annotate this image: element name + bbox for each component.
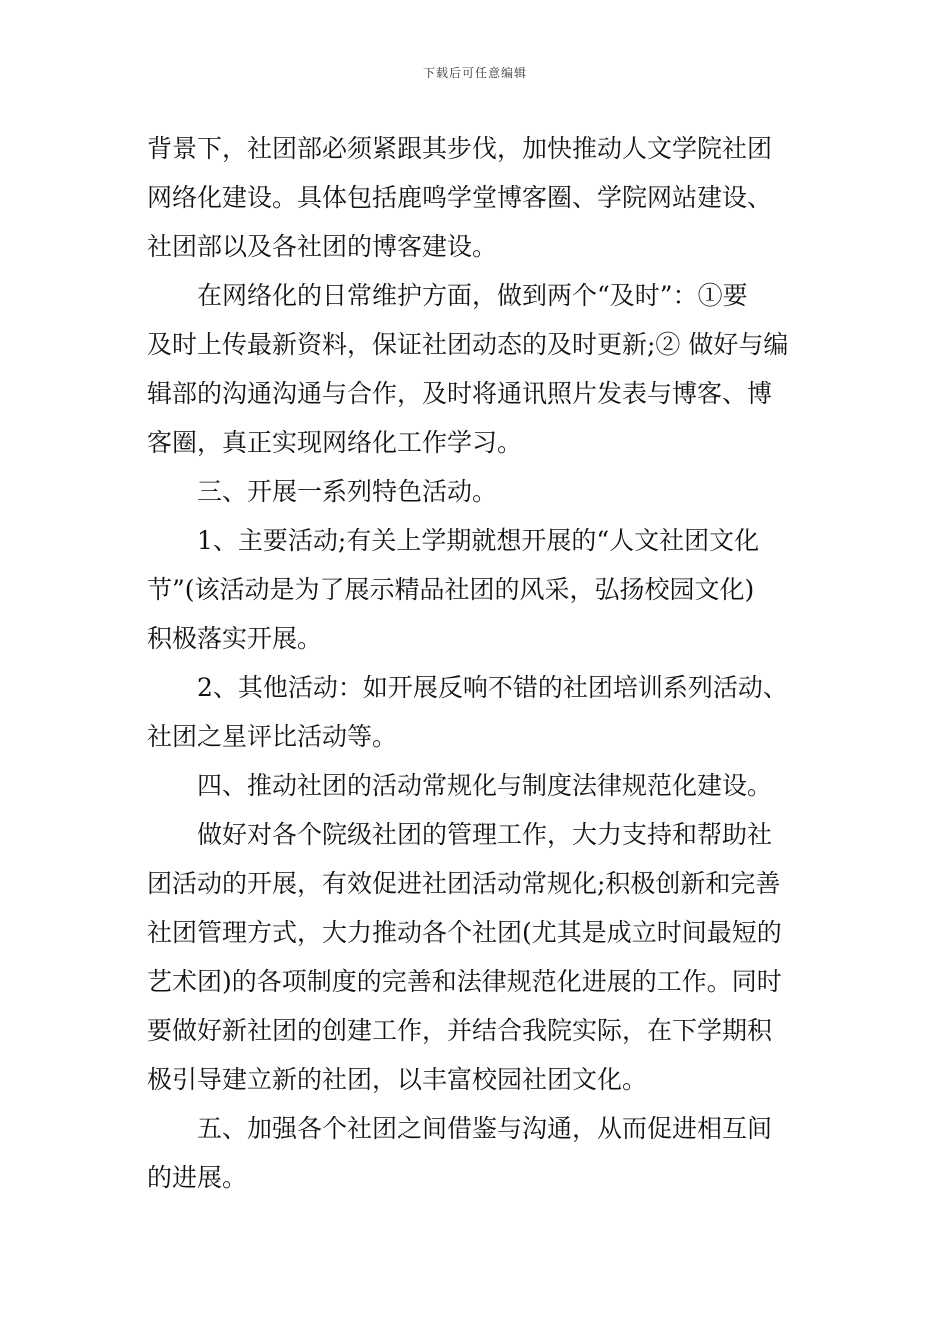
section-heading: 五、加强各个社团之间借鉴与沟通，从而促进相互间 [197, 1114, 773, 1143]
text-line: 要做好新社团的创建工作，并结合我院实际，在下学期积 [147, 1016, 773, 1045]
text-line: 积极落实开展。 [147, 624, 323, 653]
text-line: 社团部以及各社团的博客建设。 [147, 232, 498, 261]
paragraph-start-line: 在网络化的日常维护方面，做到两个“及时”：①要 [197, 281, 748, 310]
text-line: 团活动的开展，有效促进社团活动常规化;积极创新和完善 [147, 869, 781, 898]
text-line: 网络化建设。具体包括鹿鸣学堂博客圈、学院网站建设、 [147, 183, 773, 212]
header-note: 下载后可任意编辑 [422, 66, 527, 80]
text-line: 背景下，社团部必须紧跟其步伐，加快推动人文学院社团 [147, 134, 773, 163]
section-heading: 三、开展一系列特色活动。 [197, 477, 498, 506]
text-line: 艺术团)的各项制度的完善和法律规范化进展的工作。同时 [147, 967, 782, 996]
document-body [147, 124, 807, 1202]
text-line: 辑部的沟通沟通与合作，及时将通讯照片发表与博客、博 [147, 379, 773, 408]
text-line: 极引导建立新的社团，以丰富校园社团文化。 [147, 1065, 648, 1094]
paragraph-start-line: 1、主要活动;有关上学期就想开展的“人文社团文化 [197, 526, 760, 555]
paragraph-start-line: 做好对各个院级社团的管理工作，大力支持和帮助社 [197, 820, 773, 849]
text-line: 及时上传最新资料，保证社团动态的及时更新;② 做好与编 [147, 330, 789, 359]
section-heading: 四、推动社团的活动常规化与制度法律规范化建设。 [197, 771, 773, 800]
text-line: 节”(该活动是为了展示精品社团的风采，弘扬校园文化) [147, 575, 755, 604]
paragraph-start-line: 2、其他活动：如开展反响不错的社团培训系列活动、 [197, 673, 788, 702]
text-line: 客圈，真正实现网络化工作学习。 [147, 428, 523, 457]
text-line: 社团之星评比活动等。 [147, 722, 398, 751]
text-line: 的进展。 [147, 1163, 248, 1192]
text-line: 社团管理方式，大力推动各个社团(尤其是成立时间最短的 [147, 918, 782, 947]
